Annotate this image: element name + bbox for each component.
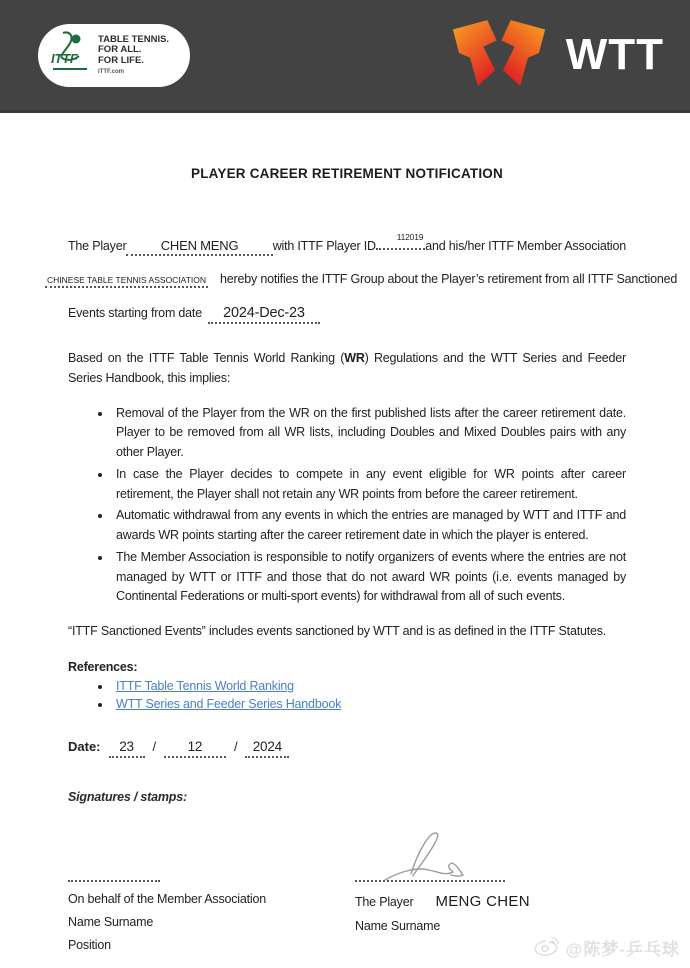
- wtt-w-icon: [448, 17, 550, 94]
- player-name-caption: Name Surname: [355, 919, 441, 934]
- intro-text-1c: and his/her ITTF Member Association: [425, 239, 626, 253]
- intro-text-1b: with ITTF Player ID: [272, 239, 376, 253]
- watermark-text: @陈梦-乒乓球: [565, 940, 680, 959]
- ittf-motto-line1: TABLE TENNIS.: [98, 33, 170, 45]
- retirement-date-field: 2024-Dec-23: [208, 304, 320, 324]
- document-title: PLAYER CAREER RETIREMENT NOTIFICATION: [191, 166, 503, 181]
- player-printed-name: MENG CHEN: [435, 893, 530, 911]
- date-separator: /: [233, 739, 238, 755]
- date-year-field: 2024: [245, 739, 289, 758]
- ittf-motto-line2: FOR ALL.: [98, 44, 142, 56]
- implication-item: • The Member Association is responsible to notify organizers of events where the entries are not managed by WTT or ITTF and those that do not award WR points (i.e. events managed by Continental Federations or multi-sport events) for withdrawal from all of such events.: [112, 548, 626, 607]
- date-label: Date:: [68, 739, 101, 755]
- intro-line-2: [45, 272, 678, 288]
- association-signature-block: [68, 824, 355, 956]
- ittf-site-label: ITTF.com: [98, 68, 125, 75]
- ittf-motto-line3: FOR LIFE.: [98, 54, 144, 66]
- date-separator: /: [152, 739, 156, 755]
- association-signature-line: [68, 880, 160, 882]
- svg-text:ITTF: ITTF: [51, 50, 78, 66]
- document-page: [0, 166, 690, 956]
- intro-line-1: [68, 232, 626, 256]
- association-signature-caption: On behalf of the Member Association: [68, 892, 266, 907]
- sanctioned-events-note: “ITTF Sanctioned Events” includes events sanctioned by WTT and is as defined in the ITTF Statutes.: [68, 624, 607, 638]
- basis-text-post: ) Regulations and the WTT Series and Feeder Series Handbook, this implies:: [68, 351, 626, 386]
- player-signature-caption: The Player: [355, 895, 414, 910]
- header-band: [0, 0, 690, 113]
- link-ittf-world-ranking[interactable]: ITTF Table Tennis World Ranking: [116, 679, 294, 693]
- association-name-caption: Name Surname: [68, 915, 154, 930]
- ittf-logo-badge: [38, 24, 190, 87]
- player-signature: [373, 824, 493, 886]
- implications-list: [68, 404, 626, 608]
- weibo-watermark: [533, 933, 680, 962]
- date-line: [68, 739, 626, 758]
- intro-paragraph: [47, 232, 678, 324]
- player-name-field: CHEN MENG: [126, 238, 272, 256]
- signatures-heading: Signatures / stamps:: [68, 790, 187, 805]
- date-month-field: 12: [164, 739, 226, 758]
- intro-text-1a: The Player: [68, 239, 127, 253]
- wtt-logo: [448, 17, 664, 94]
- intro-text-2: hereby notifies the ITTF Group about the Player’s retirement from all ITTF Sanctioned: [220, 272, 678, 287]
- player-id-value: 112019: [396, 232, 424, 242]
- implication-item: • Removal of the Player from the WR on the first published lists after the career retirement date. Player to be removed from all WR lists, including Doubles and Mixed Doubles pairs with any other Player.: [112, 404, 626, 463]
- implication-item: • In case the Player decides to compete in any event eligible for WR points after career retirement, the Player shall not retain any WR points from before the career retirement.: [112, 465, 626, 505]
- implication-item: • Automatic withdrawal from any events in which the entries are managed by WTT and ITTF and awards WR points starting after the career retirement date in which the player is entered.: [112, 506, 626, 546]
- link-wtt-handbook[interactable]: WTT Series and Feeder Series Handbook: [116, 697, 342, 712]
- references-heading: References:: [68, 660, 138, 674]
- basis-paragraph: [68, 348, 626, 389]
- date-day-field: 23: [109, 739, 145, 758]
- wtt-wordmark: WTT: [565, 30, 664, 79]
- references-section: [68, 660, 626, 713]
- intro-line-3: [68, 304, 626, 324]
- reference-item: [112, 695, 626, 713]
- reference-item: [112, 677, 626, 695]
- basis-wr-bold: WR: [344, 351, 365, 365]
- ittf-player-icon: [49, 29, 91, 82]
- basis-text-pre: Based on the ITTF Table Tennis World Ranking (: [68, 351, 345, 365]
- player-id-field: [376, 232, 425, 250]
- intro-text-3: Events starting from date: [68, 305, 202, 320]
- association-field: CHINESE TABLE TENNIS ASSOCIATION: [45, 275, 208, 288]
- association-position-caption: Position: [68, 938, 111, 953]
- weibo-icon: [533, 933, 561, 962]
